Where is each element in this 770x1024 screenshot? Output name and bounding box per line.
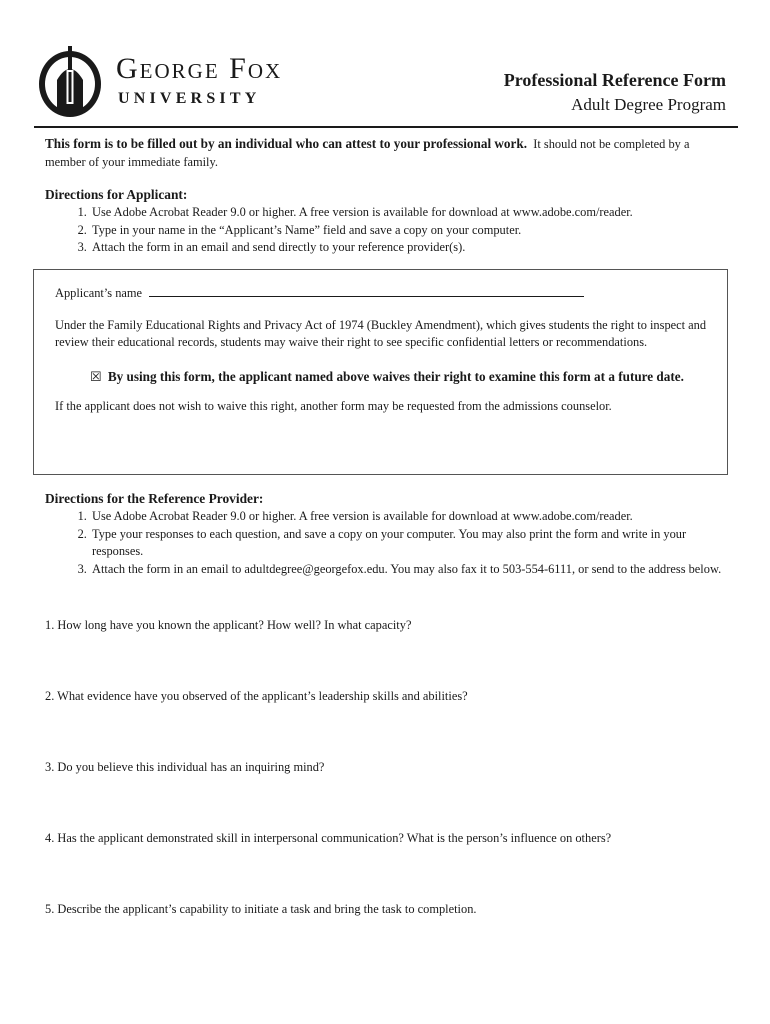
applicant-directions-heading: Directions for Applicant: bbox=[45, 187, 188, 202]
waiver-text: By using this form, the applicant named above waives their right to examine this form at a future date. bbox=[107, 368, 684, 384]
applicant-section bbox=[45, 135, 725, 257]
question-1: 1. How long have you known the applicant? How well? In what capacity? bbox=[45, 618, 412, 632]
question-2: 2. What evidence have you observed of the applicant’s leadership skills and abilities? bbox=[45, 689, 468, 703]
provider-directions-heading: Directions for the Reference Provider: bbox=[45, 491, 264, 506]
intro-paragraph bbox=[45, 135, 725, 171]
intro-bold: This form is to be filled out by an individual who can attest to your professional work. bbox=[45, 136, 528, 151]
page-header bbox=[0, 0, 770, 130]
list-item: 2. Type your responses to each question, and save a copy on your computer. You may also print the form and write in your responses. bbox=[90, 526, 725, 561]
waiver-checkbox[interactable]: ☒ bbox=[90, 368, 102, 384]
no-waive-note: If the applicant does not wish to waive this right, another form may be requested from the admissions counselor. bbox=[55, 398, 612, 413]
form-title: Professional Reference Form bbox=[503, 70, 726, 90]
list-item: 3. Attach the form in an email to adultdegree@georgefox.edu. You may also fax it to 503-554-6111, or send to the address below. bbox=[90, 561, 725, 579]
header-divider bbox=[34, 126, 738, 128]
applicant-name-field[interactable] bbox=[149, 285, 584, 297]
ferpa-paragraph: Under the Family Educational Rights and Privacy Act of 1974 (Buckley Amendment), which gives students the right to inspect and review their educational records, students may waive their right to see specific confidential letters or recommendations. bbox=[55, 317, 707, 349]
provider-section bbox=[45, 490, 725, 578]
list-item: 1. Use Adobe Acrobat Reader 9.0 or higher. A free version is available for download at www.adobe.com/reader. bbox=[90, 508, 725, 526]
waiver-box bbox=[33, 269, 728, 475]
question-5: 5. Describe the applicant’s capability to initiate a task and bring the task to completion. bbox=[45, 902, 477, 916]
question-4: 4. Has the applicant demonstrated skill in interpersonal communication? What is the person’s influence on others? bbox=[45, 831, 612, 845]
brand-name: George Fox bbox=[116, 52, 283, 85]
list-item: 3. Attach the form in an email and send directly to your reference provider(s). bbox=[90, 239, 725, 257]
university-seal-logo bbox=[37, 44, 103, 120]
list-item: 2. Type in your name in the “Applicant’s Name” field and save a copy on your computer. bbox=[90, 222, 725, 240]
applicant-name-row bbox=[55, 285, 710, 303]
provider-directions-list bbox=[45, 508, 725, 578]
question-3: 3. Do you believe this individual has an inquiring mind? bbox=[45, 760, 325, 774]
applicant-directions-list bbox=[45, 204, 725, 257]
brand-subtitle: UNIVERSITY bbox=[118, 90, 261, 107]
waiver-statement bbox=[55, 368, 710, 386]
form-subtitle: Adult Degree Program bbox=[571, 95, 726, 114]
intro-rest: It should not be completed by a member of your immediate family. bbox=[45, 137, 690, 169]
list-item: 1. Use Adobe Acrobat Reader 9.0 or higher. A free version is available for download at www.adobe.com/reader. bbox=[90, 204, 725, 222]
applicant-name-label: Applicant’s name bbox=[55, 286, 143, 300]
